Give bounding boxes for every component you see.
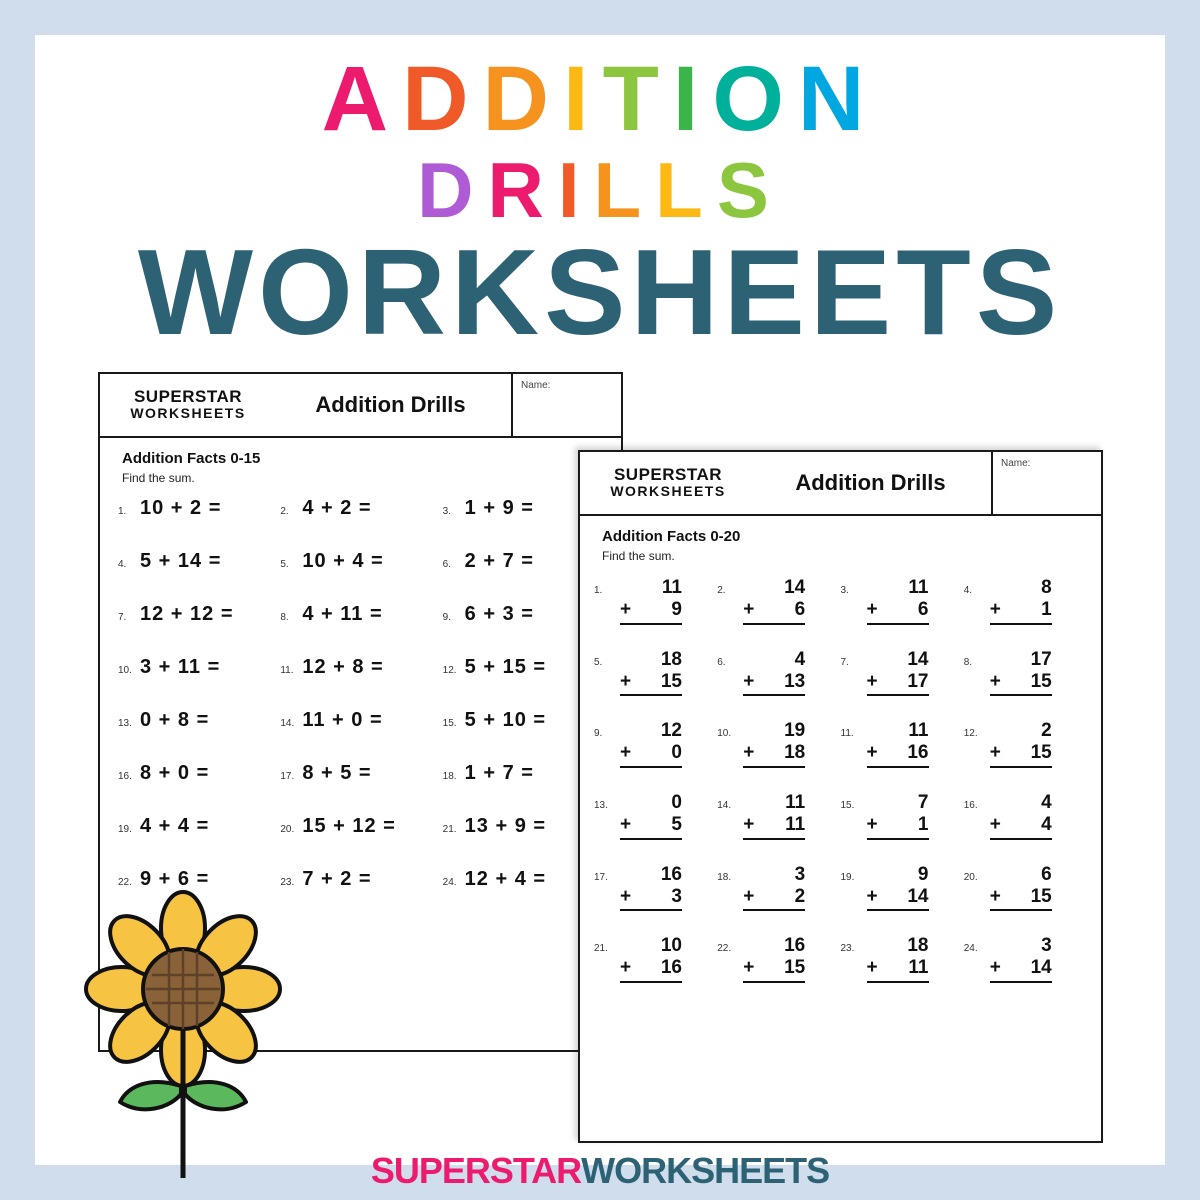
problem-expression: 12 + 8 =: [302, 656, 384, 678]
problem-item: [118, 762, 280, 785]
problem-addend-top: 3: [1041, 935, 1052, 957]
problem-addend-bottom: [990, 957, 1052, 983]
worksheet-logo: [100, 374, 270, 436]
plus-sign: +: [743, 813, 755, 835]
plus-sign: +: [989, 742, 1001, 764]
problem-addend-bottom: [743, 742, 805, 768]
problem-addend-top: 11: [908, 720, 929, 742]
problem-number: 3.: [840, 585, 849, 596]
problem-expression: 2 + 7 =: [464, 550, 534, 572]
problem-addend-top: 9: [917, 863, 929, 885]
plus-sign: +: [743, 742, 755, 764]
plus-sign: +: [743, 598, 755, 620]
problem-addend-top: 6: [1041, 863, 1052, 885]
problem-number: 18.: [442, 771, 457, 782]
problem-number: 24.: [963, 943, 978, 955]
problem-stack: [743, 720, 805, 768]
problem-number: 23.: [840, 943, 855, 955]
problem-addend-value: 1: [917, 813, 929, 835]
problem-addend-value: 17: [907, 670, 929, 692]
name-field[interactable]: [991, 452, 1101, 514]
problem-stack: [620, 864, 682, 912]
plus-sign: +: [743, 670, 755, 692]
problem-item: [964, 720, 1087, 768]
problem-item: [717, 792, 840, 840]
problem-item: [280, 815, 442, 838]
title-letter: I: [563, 48, 603, 150]
problem-addend-bottom: [867, 957, 929, 983]
problem-number: 18.: [717, 871, 732, 883]
plus-sign: +: [620, 813, 632, 835]
problem-item: [964, 935, 1087, 983]
plus-sign: +: [620, 670, 632, 692]
problem-addend-bottom: [990, 814, 1052, 840]
worksheet-subtitle: Addition Facts 0-20: [602, 528, 741, 545]
plus-sign: +: [743, 885, 755, 907]
problem-addend-top: 14: [784, 577, 806, 598]
problem-item: [280, 868, 442, 891]
problem-stack: [990, 792, 1052, 840]
title-letter: S: [716, 146, 783, 234]
poster-title: [35, 48, 1165, 360]
plus-sign: +: [989, 670, 1001, 692]
problem-item: [594, 935, 717, 983]
problem-addend-top: 16: [660, 863, 682, 885]
problem-number: 5.: [280, 559, 289, 570]
problem-addend-bottom: [743, 886, 805, 912]
problem-number: 19.: [118, 824, 132, 835]
brand-footer-text: [0, 1150, 1200, 1192]
problem-addend-value: 16: [907, 742, 929, 764]
problem-expression: 13 + 9 =: [464, 815, 547, 837]
problem-expression: 0 + 8 =: [140, 709, 210, 731]
problem-expression: 1 + 7 =: [464, 762, 534, 784]
problem-addend-top: 4: [1041, 792, 1052, 814]
worksheet-subtitle: Addition Facts 0-15: [122, 450, 261, 467]
problem-addend-top: 3: [794, 863, 806, 885]
problem-addend-value: 3: [671, 885, 682, 907]
problem-item: [594, 792, 717, 840]
brand-footer-part: SUPERSTAR: [370, 1150, 582, 1191]
logo-worksheets-text: WORKSHEETS: [130, 405, 246, 422]
problem-number: 21.: [442, 824, 457, 835]
problem-item: [594, 864, 717, 912]
problem-addend-top: 11: [661, 577, 682, 598]
worksheet-logo: [580, 452, 750, 514]
problem-stack: [867, 649, 929, 697]
name-underline: [1001, 472, 1093, 473]
plus-sign: +: [866, 813, 878, 835]
problem-stack: [867, 577, 929, 625]
problem-item: [717, 720, 840, 768]
problem-item: [280, 550, 442, 573]
plus-sign: +: [620, 598, 632, 620]
problem-expression: 4 + 4 =: [140, 815, 210, 837]
title-line-worksheets: WORKSHEETS: [137, 224, 1063, 360]
problem-stack: [743, 649, 805, 697]
problem-stack: [990, 720, 1052, 768]
problem-stack: [743, 792, 805, 840]
problem-number: 9.: [442, 612, 451, 623]
problem-addend-value: 6: [794, 598, 806, 620]
problem-number: 9.: [594, 728, 603, 740]
problem-addend-top: 19: [784, 720, 806, 742]
problem-addend-value: 15: [1030, 885, 1052, 907]
problem-addend-value: 9: [671, 598, 682, 620]
problem-addend-top: 16: [784, 935, 806, 957]
problem-stack: [620, 577, 682, 625]
problem-number: 1.: [118, 506, 127, 517]
title-line-addition: [35, 48, 1165, 150]
title-letter: D: [482, 48, 563, 150]
title-letter: T: [602, 48, 673, 150]
title-letter: I: [672, 48, 713, 150]
logo-superstar-text: SUPERSTAR: [133, 387, 243, 407]
problem-number: 7.: [840, 656, 849, 668]
name-underline: [521, 394, 613, 395]
problem-number: 6.: [442, 559, 451, 570]
problem-addend-bottom: [743, 814, 805, 840]
problem-addend-bottom: [867, 671, 929, 697]
problem-addend-top: 11: [908, 577, 929, 598]
problem-item: [118, 497, 280, 520]
logo-superstar-text: SUPERSTAR: [613, 465, 723, 485]
problem-addend-bottom: [743, 671, 805, 697]
problem-expression: 9 + 6 =: [140, 868, 210, 890]
problem-addend-value: 15: [1030, 742, 1052, 764]
problem-expression: 15 + 12 =: [302, 815, 396, 837]
plus-sign: +: [989, 813, 1001, 835]
plus-sign: +: [866, 670, 878, 692]
problem-item: [841, 720, 964, 768]
problem-addend-bottom: [620, 957, 682, 983]
problem-addend-bottom: [867, 742, 929, 768]
problem-item: [118, 709, 280, 732]
problem-addend-value: 5: [671, 813, 682, 835]
problem-item: [594, 577, 717, 625]
problem-addend-top: 10: [660, 935, 682, 957]
problem-addend-bottom: [620, 814, 682, 840]
problem-number: 20.: [963, 871, 978, 883]
problem-number: 13.: [594, 800, 608, 812]
problem-expression: 8 + 5 =: [302, 762, 372, 784]
title-letter: L: [655, 146, 717, 234]
problem-addend-top: 11: [785, 792, 806, 814]
plus-sign: +: [866, 742, 878, 764]
problem-addend-value: 13: [784, 670, 806, 692]
problem-number: 16.: [963, 800, 978, 812]
problem-addend-bottom: [743, 599, 805, 625]
problem-item: [118, 603, 280, 626]
problem-number: 19.: [840, 871, 855, 883]
problem-stack: [743, 864, 805, 912]
problem-addend-top: 0: [671, 792, 682, 814]
problem-addend-value: 0: [671, 742, 682, 764]
problem-grid-vertical: [580, 577, 1101, 983]
plus-sign: +: [866, 885, 878, 907]
poster-page: [35, 35, 1165, 1165]
problem-item: [280, 709, 442, 732]
problem-expression: 6 + 3 =: [464, 603, 534, 625]
problem-number: 24.: [442, 877, 457, 888]
problem-item: [280, 762, 442, 785]
worksheet-title: Addition Drills: [795, 470, 946, 495]
problem-addend-value: 2: [794, 885, 806, 907]
problem-stack: [743, 577, 805, 625]
problem-stack: [867, 864, 929, 912]
problem-stack: [620, 649, 682, 697]
problem-expression: 10 + 4 =: [302, 550, 384, 572]
title-letter: O: [712, 48, 798, 150]
title-letter: I: [557, 146, 594, 234]
problem-number: 4.: [118, 559, 127, 570]
problem-addend-bottom: [990, 599, 1052, 625]
problem-expression: 11 + 0 =: [302, 709, 383, 731]
problem-number: 11.: [840, 728, 854, 740]
title-letter: N: [797, 48, 879, 150]
problem-number: 10.: [717, 728, 732, 740]
brand-footer: [0, 1150, 1200, 1192]
problem-number: 15.: [840, 800, 855, 812]
problem-number: 4.: [963, 585, 973, 596]
problem-addend-top: 4: [794, 648, 806, 670]
problem-number: 22.: [118, 877, 132, 888]
problem-addend-bottom: [620, 599, 682, 625]
problem-item: [841, 935, 964, 983]
problem-number: 22.: [717, 943, 732, 955]
plus-sign: +: [989, 957, 1001, 979]
name-label: Name:: [1001, 458, 1031, 469]
problem-addend-top: 17: [1030, 648, 1052, 670]
plus-sign: +: [620, 885, 632, 907]
problem-item: [594, 649, 717, 697]
problem-addend-bottom: [743, 957, 805, 983]
problem-stack: [990, 864, 1052, 912]
problem-addend-value: 1: [1041, 598, 1052, 620]
problem-expression: 12 + 4 =: [464, 868, 547, 890]
problem-item: [118, 656, 280, 679]
problem-addend-top: 7: [917, 792, 929, 814]
problem-addend-value: 15: [660, 670, 682, 692]
title-letter: L: [593, 146, 656, 234]
problem-stack: [620, 792, 682, 840]
problem-addend-value: 15: [1030, 670, 1052, 692]
problem-item: [964, 577, 1087, 625]
brand-footer-part: WORKSHEETS: [581, 1150, 830, 1191]
problem-item: [841, 864, 964, 912]
title-letter: D: [402, 48, 483, 150]
problem-number: 11.: [280, 665, 294, 676]
problem-addend-bottom: [990, 886, 1052, 912]
problem-number: 13.: [118, 718, 132, 729]
problem-item: [118, 868, 280, 891]
title-letter: A: [321, 48, 403, 150]
problem-item: [841, 649, 964, 697]
problem-number: 20.: [280, 824, 295, 835]
problem-addend-bottom: [990, 742, 1052, 768]
plus-sign: +: [866, 957, 878, 979]
problem-addend-bottom: [620, 886, 682, 912]
problem-stack: [620, 720, 682, 768]
problem-addend-value: 16: [660, 957, 682, 979]
problem-addend-top: 14: [907, 648, 929, 670]
problem-expression: 7 + 2 =: [302, 868, 372, 890]
problem-addend-value: 4: [1041, 813, 1052, 835]
problem-stack: [743, 935, 805, 983]
problem-item: [717, 935, 840, 983]
problem-item: [964, 864, 1087, 912]
problem-stack: [867, 792, 929, 840]
problem-item: [280, 603, 442, 626]
problem-number: 3.: [442, 506, 451, 517]
problem-stack: [867, 935, 929, 983]
plus-sign: +: [989, 598, 1001, 620]
worksheet-instruction: Find the sum.: [122, 471, 195, 485]
title-letter: D: [417, 146, 488, 234]
problem-expression: 10 + 2 =: [140, 497, 222, 519]
plus-sign: +: [620, 957, 632, 979]
problem-addend-bottom: [620, 742, 682, 768]
problem-number: 14.: [280, 718, 295, 729]
problem-stack: [990, 577, 1052, 625]
problem-number: 21.: [594, 943, 608, 955]
sunflower-icon: [80, 890, 285, 1180]
problem-number: 7.: [118, 612, 127, 623]
problem-expression: 8 + 0 =: [140, 762, 210, 784]
title-letter: R: [487, 146, 558, 234]
worksheet-title: Addition Drills: [315, 392, 466, 417]
problem-addend-value: 6: [917, 598, 929, 620]
problem-addend-top: 12: [660, 720, 682, 742]
plus-sign: +: [989, 885, 1001, 907]
problem-expression: 5 + 15 =: [464, 656, 547, 678]
plus-sign: +: [866, 598, 878, 620]
problem-stack: [990, 935, 1052, 983]
problem-item: [964, 649, 1087, 697]
problem-number: 17.: [280, 771, 295, 782]
problem-addend-value: 11: [908, 957, 929, 979]
problem-addend-bottom: [867, 886, 929, 912]
problem-number: 8.: [280, 612, 289, 623]
problem-item: [717, 649, 840, 697]
problem-addend-top: 8: [1041, 577, 1052, 598]
problem-number: 2.: [280, 506, 289, 517]
problem-number: 8.: [963, 656, 973, 668]
problem-expression: 12 + 12 =: [140, 603, 234, 625]
problem-addend-top: 18: [660, 648, 682, 670]
problem-number: 23.: [280, 877, 295, 888]
problem-number: 12.: [963, 728, 978, 740]
name-field[interactable]: [511, 374, 621, 436]
problem-number: 12.: [442, 665, 457, 676]
problem-addend-bottom: [990, 671, 1052, 697]
problem-item: [280, 497, 442, 520]
problem-stack: [990, 649, 1052, 697]
name-label: Name:: [521, 380, 551, 391]
problem-addend-bottom: [867, 814, 929, 840]
problem-item: [594, 720, 717, 768]
problem-expression: 1 + 9 =: [464, 497, 534, 519]
problem-item: [118, 550, 280, 573]
problem-expression: 4 + 11 =: [302, 603, 383, 625]
problem-number: 15.: [442, 718, 457, 729]
problem-expression: 5 + 14 =: [140, 550, 222, 572]
problem-item: [717, 577, 840, 625]
problem-number: 16.: [118, 771, 132, 782]
problem-item: [717, 864, 840, 912]
problem-number: 2.: [717, 585, 726, 596]
problem-addend-value: 15: [784, 957, 806, 979]
problem-number: 17.: [594, 871, 608, 883]
plus-sign: +: [743, 957, 755, 979]
problem-expression: 3 + 11 =: [140, 656, 221, 678]
problem-expression: 5 + 10 =: [464, 709, 547, 731]
worksheet-preview-0-20[interactable]: [578, 450, 1103, 1143]
problem-number: 6.: [717, 656, 726, 668]
worksheet-header: [100, 374, 621, 438]
problem-number: 1.: [594, 585, 603, 596]
plus-sign: +: [620, 742, 632, 764]
problem-item: [841, 792, 964, 840]
title-line-drills: [35, 146, 1165, 234]
problem-item: [118, 815, 280, 838]
problem-addend-value: 14: [1030, 957, 1052, 979]
problem-item: [280, 656, 442, 679]
problem-addend-value: 18: [784, 742, 806, 764]
problem-addend-value: 11: [785, 813, 806, 835]
problem-stack: [867, 720, 929, 768]
problem-addend-bottom: [867, 599, 929, 625]
problem-expression: 4 + 2 =: [302, 497, 372, 519]
problem-item: [964, 792, 1087, 840]
problem-number: 5.: [594, 656, 603, 668]
problem-stack: [620, 935, 682, 983]
problem-addend-top: 18: [907, 935, 929, 957]
logo-worksheets-text: WORKSHEETS: [610, 483, 726, 500]
problem-addend-bottom: [620, 671, 682, 697]
problem-addend-top: 2: [1041, 720, 1052, 742]
problem-addend-value: 14: [907, 885, 929, 907]
problem-grid-horizontal: [100, 497, 621, 891]
worksheet-header: [580, 452, 1101, 516]
problem-number: 10.: [118, 665, 132, 676]
problem-item: [841, 577, 964, 625]
problem-number: 14.: [717, 800, 732, 812]
worksheet-instruction: Find the sum.: [602, 549, 675, 563]
